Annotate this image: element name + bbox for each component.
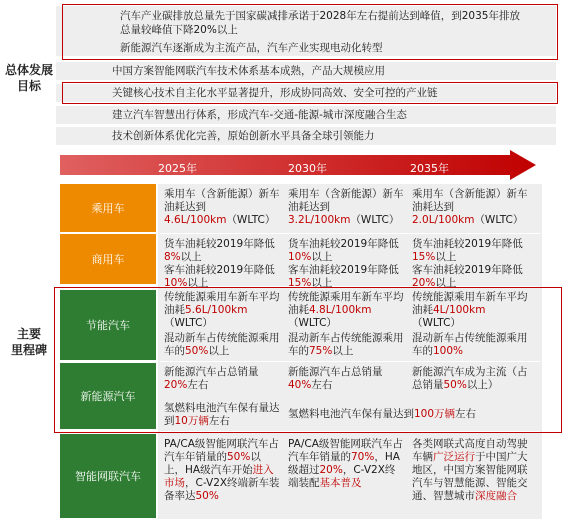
nev-2025: [160, 364, 284, 394]
nev-2030: [284, 364, 408, 394]
nev-2030-post: 左右: [311, 379, 333, 391]
goal-4: 关键核心技术自主化水平显著提升，形成协同高效、安全可控的产业链: [112, 87, 438, 99]
commercial-2035-a: 货车油耗较2019年降低: [412, 238, 523, 250]
goal-2: 新能源汽车逐渐成为主流产品，汽车产业实现电动化转型: [120, 42, 383, 54]
passenger-2035-value: 2.0L/100km: [412, 214, 475, 226]
es-2030-post: （WLTC）: [288, 317, 337, 329]
row-sep-3: [160, 361, 540, 362]
es-2030-pre: 传统能源乘用车新车平均油耗: [288, 291, 404, 316]
category-commercial: 商用车: [60, 234, 156, 284]
commercial-2030-bs: 以上: [311, 277, 333, 289]
commercial-2030-b: 客车油耗较2019年降低: [288, 264, 399, 276]
goal-3: 中国方案智能网联汽车技术体系基本成熟，产品大规模应用: [112, 65, 385, 77]
nev-2035: [408, 364, 538, 394]
es-2025-value: 5.6L/100km: [185, 304, 248, 316]
nev-2030-value: 40%: [288, 379, 312, 391]
commercial-2035: [408, 236, 538, 292]
passenger-2025-text: 乘用车（含新能源）新车油耗达到: [164, 188, 280, 213]
commercial-2030-bv: 15%: [288, 277, 312, 289]
es-mix-2025-suffix: 以上: [208, 345, 230, 357]
commercial-2025-av: 8%: [164, 251, 181, 263]
commercial-2025: [160, 236, 284, 292]
icv-2030-v1: 70%: [351, 451, 375, 463]
passenger-2030-unit: （WLTC）: [350, 214, 400, 226]
icv-2035: [408, 436, 538, 505]
passenger-2035: [408, 186, 538, 229]
commercial-2035-bv: 20%: [412, 277, 436, 289]
commercial-2035-as: 以上: [435, 251, 457, 263]
timeline-year-2035: 2035年: [410, 162, 449, 175]
es-mix-2030-value: 75%: [309, 345, 333, 357]
es-2035-pre: 传统能源乘用车新车平均油耗: [412, 291, 528, 316]
timeline-year-2025: 2025年: [158, 162, 197, 175]
nev-2030-pre: 新能源汽车占总销量: [288, 366, 383, 378]
goal-5: 建立汽车智慧出行体系，形成汽车-交通-能源-城市深度融合生态: [112, 109, 407, 121]
milestones-label: 主要 里程碑: [10, 327, 47, 357]
es-2035-value: 4L/100km: [433, 304, 486, 316]
fc-2030-post: 左右: [455, 408, 477, 420]
icv-2030: [284, 436, 408, 492]
commercial-2025-bs: 以上: [187, 277, 209, 289]
icv-2030-t2: ，HA级超过: [288, 451, 400, 476]
passenger-2025: [160, 186, 284, 229]
icv-2030-v2: 20%: [319, 464, 343, 476]
icv-2025-v1: 50%: [227, 451, 251, 463]
passenger-2030-text: 乘用车（含新能源）新车油耗达到: [288, 188, 404, 213]
commercial-2035-av: 15%: [412, 251, 436, 263]
icv-2025-t3: ，C-V2X终端新车装备率达: [164, 477, 280, 502]
timeline-year-2030: 2030年: [288, 162, 327, 175]
es-mix-2025: 混动新车占传统能源乘用车的: [164, 332, 280, 357]
passenger-2035-unit: （WLTC）: [474, 214, 524, 226]
commercial-2030-as: 以上: [311, 251, 333, 263]
row-sep-1: [160, 233, 540, 234]
category-energy-saving: 节能汽车: [60, 290, 156, 360]
es-2035-post: （WLTC）: [412, 317, 461, 329]
commercial-2035-b: 客车油耗较2019年降低: [412, 264, 523, 276]
es-mix-2025-value: 50%: [185, 345, 209, 357]
commercial-2030-av: 10%: [288, 251, 312, 263]
passenger-2035-text: 乘用车（含新能源）新车油耗达到: [412, 188, 528, 213]
fuel-cell-2025: [160, 400, 284, 430]
es-mix-2030: 混动新车占传统能源乘用车的: [288, 332, 404, 357]
goal-1: 汽车产业碳排放总量先于国家碳减排承诺于2028年左右提前达到峰值，到2035年排放总量较峰值下降20%以上: [120, 10, 520, 36]
passenger-2025-value: 4.6L/100km: [164, 214, 227, 226]
icv-2025-v3: 50%: [195, 490, 219, 502]
passenger-2030-value: 3.2L/100km: [288, 214, 351, 226]
nev-2025-pre: 新能源汽车占总销量: [164, 366, 259, 378]
category-icv: 智能网联汽车: [60, 434, 156, 518]
energy-saving-2025: [160, 289, 284, 332]
fuel-cell-2030: [284, 406, 538, 423]
nev-2025-value: 20%: [164, 379, 188, 391]
passenger-2025-unit: （WLTC）: [226, 214, 276, 226]
commercial-2025-bv: 10%: [164, 277, 188, 289]
row-sep-4: [160, 431, 540, 432]
fc-2025-value: 10万辆: [174, 415, 209, 427]
fc-2030-pre: 氢燃料电池汽车保有量达到: [288, 408, 414, 420]
es-mix-2035-value: 100%: [433, 345, 464, 357]
energy-saving-2035: [408, 289, 538, 332]
nev-2035-value: 50%: [443, 379, 467, 391]
commercial-2025-a: 货车油耗较2019年降低: [164, 238, 275, 250]
energy-saving-mix-2030: [284, 330, 408, 360]
commercial-2030: [284, 236, 408, 292]
category-passenger: 乘用车: [60, 184, 156, 232]
nev-2025-post: 左右: [187, 379, 209, 391]
icv-2025: [160, 436, 284, 505]
icv-2025-t2: 以上，HA级汽车开始: [164, 451, 261, 476]
icv-2035-v2: 深度融合: [475, 490, 517, 502]
commercial-2035-bs: 以上: [435, 277, 457, 289]
passenger-2030: [284, 186, 408, 229]
icv-2025-v2: 进入市场: [164, 464, 274, 489]
icv-2035-t2: 于中国广大地区，中国方案智能网联汽车与智慧能源、智能交通、智慧城市: [412, 451, 528, 502]
es-2025-pre: 传统能源乘用车新车平均油耗: [164, 291, 280, 316]
commercial-2025-b: 客车油耗较2019年降低: [164, 264, 275, 276]
es-mix-2030-suffix: 以上: [332, 345, 354, 357]
energy-saving-mix-2025: [160, 330, 284, 360]
fc-2025-pre: 氢燃料电池汽车保有量达到: [164, 402, 280, 427]
icv-2030-v3: 基本普及: [319, 477, 362, 489]
es-2025-post: （WLTC）: [164, 317, 213, 329]
energy-saving-mix-2035: [408, 330, 538, 360]
es-2030-value: 4.8L/100km: [309, 304, 372, 316]
nev-2035-post: 以上）: [466, 379, 499, 391]
icv-2035-v1: 广泛运行: [433, 451, 475, 463]
goal-6: 技术创新体系优化完善，原始创新水平具备全球引领能力: [112, 130, 375, 142]
icv-2025-t1: PA/CA级智能网联汽车占汽车年销量的: [164, 438, 279, 463]
icv-2030-t1: PA/CA级智能网联汽车占汽车年销量的: [288, 438, 403, 463]
fc-2030-value: 100万辆: [414, 408, 456, 420]
icv-2035-t1: 各类网联式高度自动驾驶车辆: [412, 438, 528, 463]
nev-2035-pre: 新能源汽车成为主流（占总销量: [412, 366, 528, 391]
commercial-2030-a: 货车油耗较2019年降低: [288, 238, 399, 250]
commercial-2025-as: 以上: [180, 251, 202, 263]
goals-label: 总体发展 目标: [4, 63, 53, 93]
fc-2025-post: 左右: [208, 415, 230, 427]
es-mix-2035: 混动新车占传统能源乘用车的: [412, 332, 528, 357]
icv-2030-t3: ，C-V2X终端装配: [288, 464, 396, 489]
energy-saving-2030: [284, 289, 408, 332]
category-nev: 新能源汽车: [60, 363, 156, 429]
